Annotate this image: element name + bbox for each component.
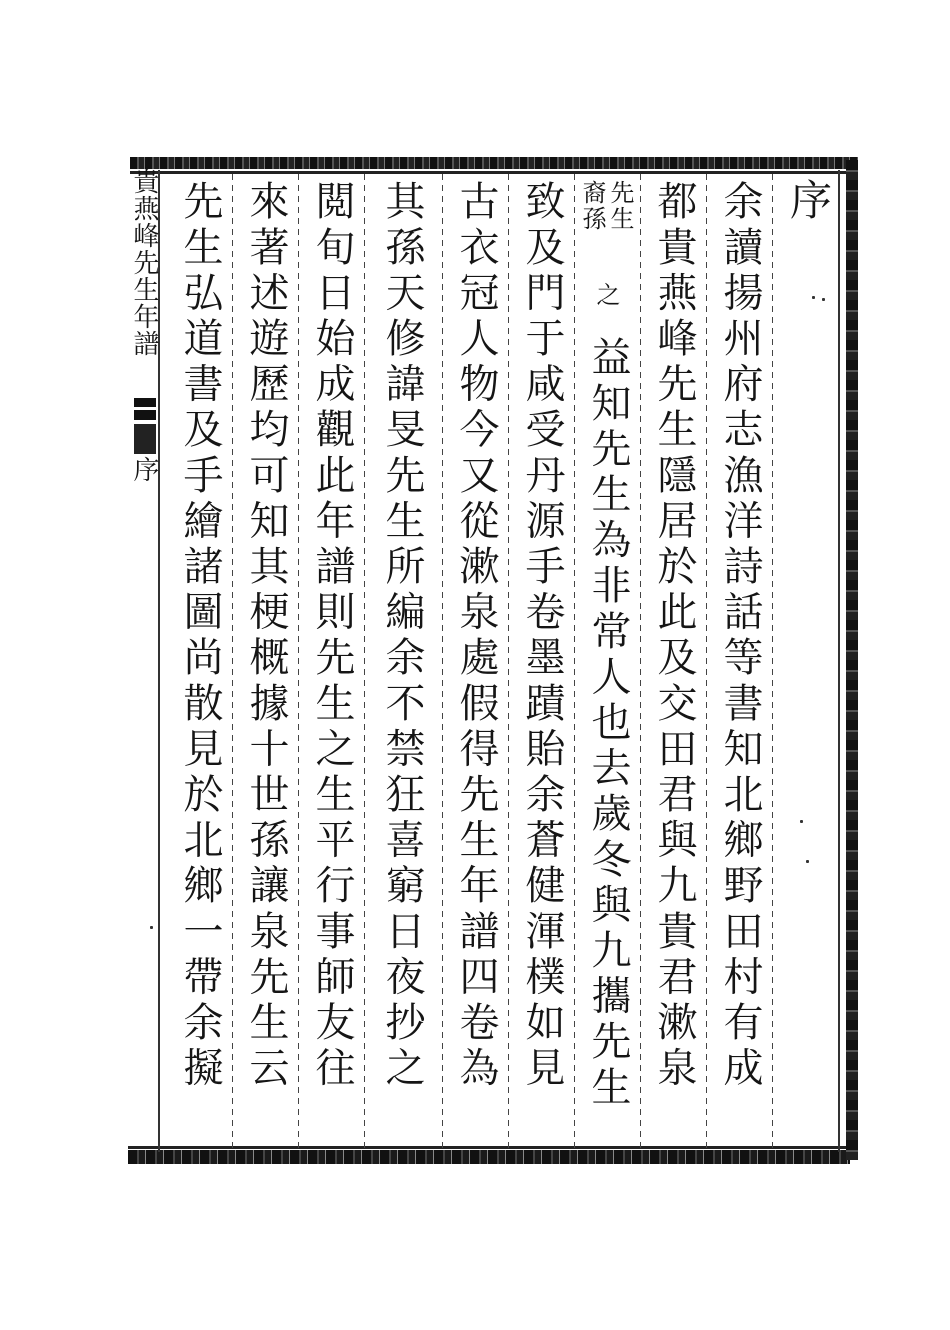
text-column-5: 古衣冠人物今又從漱泉處假得先生年譜四卷為 — [453, 180, 499, 1092]
fish-tail-mark-icon — [134, 398, 156, 454]
column-rule — [442, 174, 443, 1149]
text-column-4: 致及門于咸受丹源手卷墨蹟貽余蒼健渾樸如見 — [519, 180, 565, 1092]
text-column-8: 來著述遊歷均可知其梗概據十世孫讓泉先生云 — [243, 180, 289, 1092]
text-column-1: 余讀揚州府志漁洋詩話等書知北鄉野田村有成 — [717, 180, 763, 1092]
column-rule — [232, 174, 233, 1149]
ink-speck — [806, 860, 809, 863]
small-note-particle: 之 — [592, 282, 620, 308]
column-rule — [640, 174, 641, 1149]
frame-right-border — [846, 160, 858, 1160]
frame-top-rule — [130, 171, 858, 174]
ink-speck — [812, 296, 815, 299]
text-column-7: 閲旬日始成觀此年譜則先生之生平行事師友往 — [309, 180, 355, 1092]
margin-section-label: 序 — [129, 456, 159, 482]
frame-right-rule — [838, 170, 840, 1152]
text-column-6: 其孫天修諱旻先生所編余不禁狂喜窮日夜抄之 — [379, 180, 425, 1092]
column-rule — [706, 174, 707, 1149]
column-rule — [772, 174, 773, 1149]
column-rule — [364, 174, 365, 1149]
small-note-left: 裔孫 — [578, 180, 606, 232]
column-rule — [574, 174, 575, 1149]
column-rule — [298, 174, 299, 1149]
margin-book-title: 貴燕峰先生年譜 — [129, 168, 159, 357]
frame-top-border — [130, 157, 858, 169]
ink-speck — [822, 298, 825, 301]
frame-bottom-rule — [128, 1146, 850, 1149]
small-note-right: 先生 — [606, 180, 634, 232]
column-rule — [508, 174, 509, 1149]
preface-heading: 序 — [784, 178, 833, 220]
ink-speck — [800, 820, 803, 823]
text-column-3: 益知先生為非常人也去歲冬與九攜先生 — [585, 336, 631, 1112]
frame-bottom-border — [128, 1150, 850, 1164]
ink-speck — [150, 926, 153, 929]
text-column-9: 先生弘道書及手繪諸圖尚散見於北鄉一帶余擬 — [177, 180, 223, 1092]
text-column-2: 都貴燕峰先生隱居於此及交田君與九貴君漱泉 — [651, 180, 697, 1092]
